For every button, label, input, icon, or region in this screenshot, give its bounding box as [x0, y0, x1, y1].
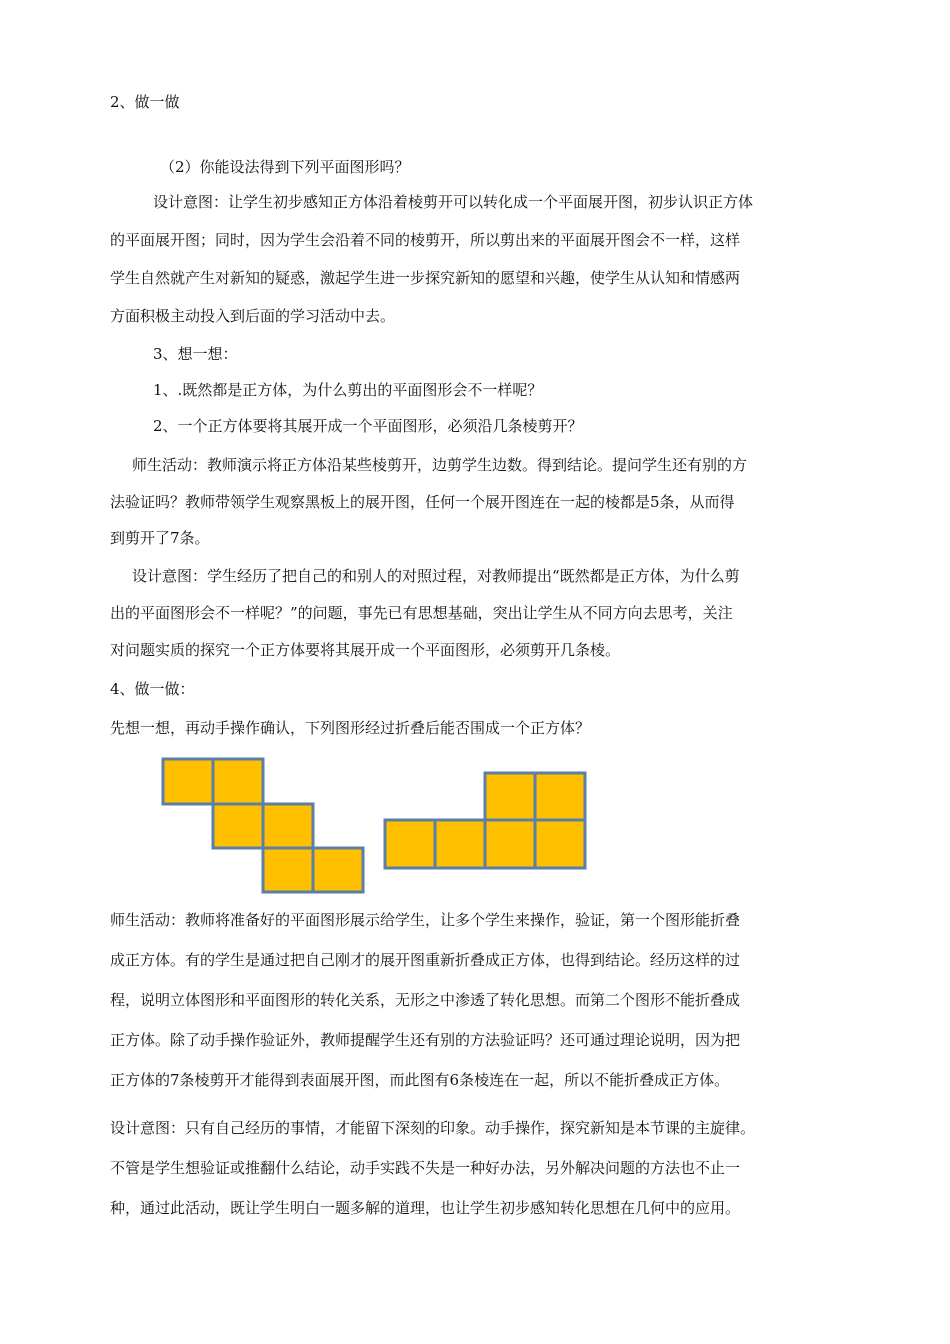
paragraph-line: 法验证吗？教师带领学生观察黑板上的展开图，任何一个展开图连在一起的棱都是5条，从而得 [110, 493, 735, 511]
heading-do-it-2: 2、做一做 [110, 93, 180, 111]
paragraph-line: 的平面展开图；同时，因为学生会沿着不同的棱剪开，所以剪出来的平面展开图会不一样，这样 [110, 231, 741, 249]
question-line: 2、一个正方体要将其展开成一个平面图形，必须沿几条棱剪开？ [153, 417, 583, 435]
net-square [213, 759, 263, 804]
paragraph-line: 方面积极主动投入到后面的学习活动中去。 [110, 307, 396, 325]
paragraph-line: 设计意图：让学生初步感知正方体沿着棱剪开可以转化成一个平面展开图，初步认识正方体 [153, 193, 754, 211]
paragraph-line: 程，说明立体图形和平面图形的转化关系，无形之中渗透了转化思想。而第二个图形不能折叠成 [110, 991, 741, 1009]
net-square [535, 773, 585, 820]
net-square [485, 820, 535, 868]
paragraph-line: 师生活动：教师将准备好的平面图形展示给学生，让多个学生来操作，验证，第一个图形能折叠 [110, 911, 741, 929]
heading-think-3: 3、想一想： [153, 345, 238, 363]
net-square [163, 759, 213, 804]
paragraph-line: 对问题实质的探究一个正方体要将其展开成一个平面图形，必须剪开几条棱。 [110, 641, 621, 659]
heading-do-it-4: 4、做一做： [110, 680, 195, 698]
net-square [435, 820, 485, 868]
cube-net-figure-1 [160, 756, 366, 896]
net-square [535, 820, 585, 868]
paragraph-line: 正方体。除了动手操作验证外，教师提醒学生还有别的方法验证吗？还可通过理论说明，因为把 [110, 1031, 741, 1049]
paragraph-line: 学生自然就产生对新知的疑惑，激起学生进一步探究新知的愿望和兴趣，使学生从认知和情感两 [110, 269, 741, 287]
net-square [485, 773, 535, 820]
paragraph-line: 到剪开了7条。 [110, 529, 210, 547]
paragraph-line: 师生活动：教师演示将正方体沿某些棱剪开，边剪学生边数。得到结论。提问学生还有别的方 [132, 456, 748, 474]
net-square [263, 848, 313, 892]
paragraph-line: 设计意图：学生经历了把自己的和别人的对照过程，对教师提出“既然都是正方体，为什么剪 [132, 567, 740, 585]
paragraph-line: 出的平面图形会不一样呢？”的问题，事先已有思想基础，突出让学生从不同方向去思考，关注 [110, 604, 733, 622]
net-square [313, 848, 363, 892]
paragraph-line: 先想一想，再动手操作确认，下列图形经过折叠后能否围成一个正方体？ [110, 719, 591, 737]
cube-net-figure-2 [382, 770, 588, 872]
paragraph-line: 种，通过此活动，既让学生明白一题多解的道理，也让学生初步感知转化思想在几何中的应用。 [110, 1199, 741, 1217]
question-line: 1、.既然都是正方体，为什么剪出的平面图形会不一样呢？ [153, 381, 543, 399]
paragraph-line: 设计意图：只有自己经历的事情，才能留下深刻的印象。动手操作，探究新知是本节课的主旋律。 [110, 1119, 756, 1137]
net-square [385, 820, 435, 868]
paragraph-line: 不管是学生想验证或推翻什么结论，动手实践不失是一种好办法，另外解决问题的方法也不止一 [110, 1159, 741, 1177]
paragraph-line: 成正方体。有的学生是通过把自己刚才的展开图重新折叠成正方体，也得到结论。经历这样的过 [110, 951, 741, 969]
net-square [263, 804, 313, 848]
question-2: （2）你能设法得到下列平面图形吗？ [160, 158, 410, 176]
paragraph-line: 正方体的7条棱剪开才能得到表面展开图，而此图有6条棱连在一起，所以不能折叠成正方体。 [110, 1071, 730, 1089]
net-square [213, 804, 263, 848]
